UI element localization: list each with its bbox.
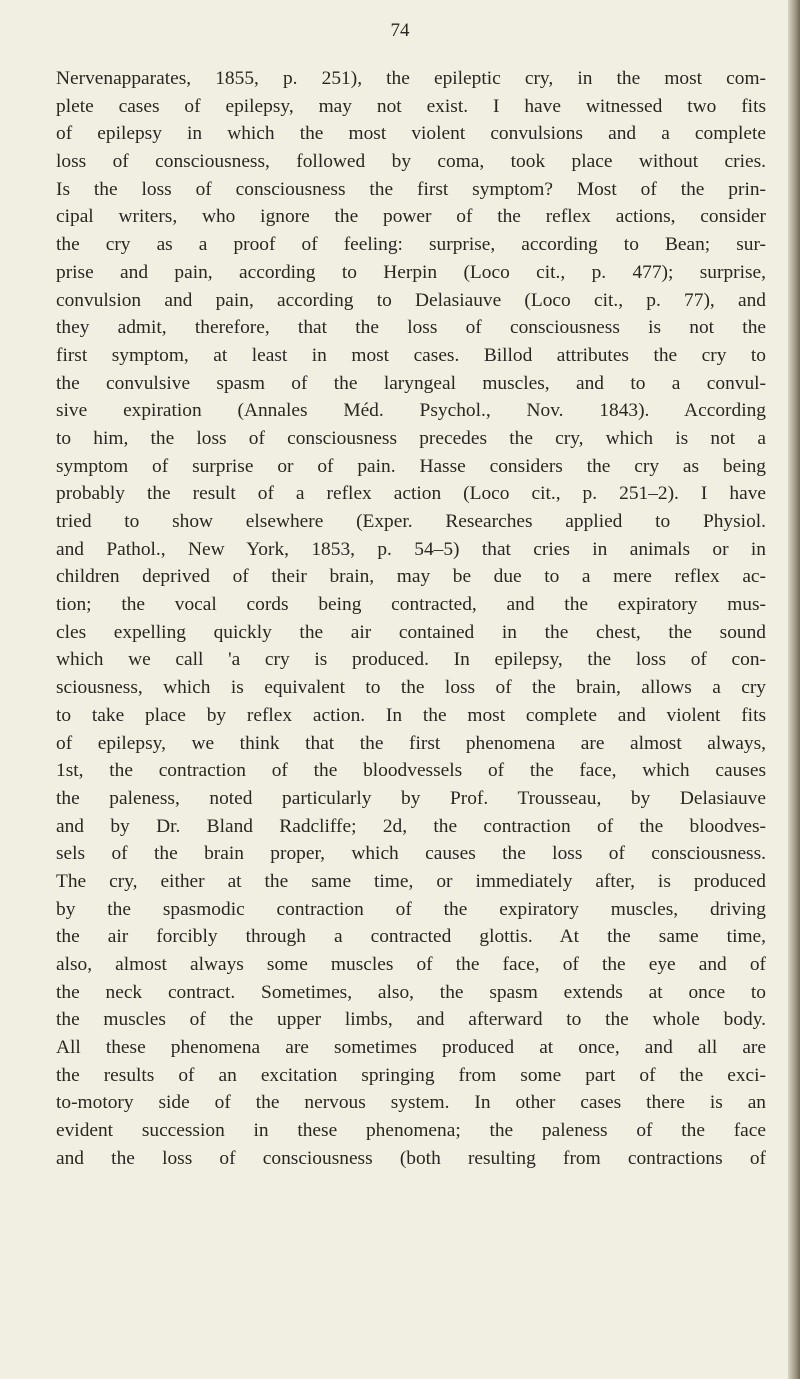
text-line: the paleness, noted particularly by Prof. Trousseau, by Delasiauve [56, 787, 766, 809]
text-line: sels of the brain proper, which causes the loss of consciousness. [56, 843, 766, 865]
text-line: prise and pain, according to Herpin (Loco cit., p. 477); surprise, [56, 261, 766, 283]
text-line: The cry, either at the same time, or immediately after, is produced [56, 870, 766, 892]
text-line: evident succession in these phenomena; the paleness of the face [56, 1120, 766, 1142]
text-line: plete cases of epilepsy, may not exist. I have witnessed two fits [56, 95, 766, 117]
text-line: of epilepsy in which the most violent convulsions and a complete [56, 123, 766, 145]
text-line: loss of consciousness, followed by coma, took place without cries. [56, 151, 766, 173]
text-line: to take place by reflex action. In the most complete and violent fits [56, 704, 766, 726]
page-edge [788, 0, 800, 1379]
text-line: and Pathol., New York, 1853, p. 54–5) that cries in animals or in [56, 538, 766, 560]
text-line: by the spasmodic contraction of the expiratory muscles, driving [56, 898, 766, 920]
text-line: Nervenapparates, 1855, p. 251), the epileptic cry, in the most com- [56, 68, 766, 89]
text-line: to-motory side of the nervous system. In other cases there is an [56, 1092, 766, 1114]
text-line: to him, the loss of consciousness precedes the cry, which is not a [56, 427, 766, 449]
text-line: the results of an excitation springing from some part of the exci- [56, 1064, 766, 1086]
text-line: children deprived of their brain, may be due to a mere reflex ac- [56, 566, 766, 588]
text-line: of epilepsy, we think that the first phenomena are almost always, [56, 732, 766, 754]
text-line: the air forcibly through a contracted glottis. At the same time, [56, 926, 766, 948]
text-line: the cry as a proof of feeling: surprise, according to Bean; sur- [56, 234, 766, 256]
text-line: All these phenomena are sometimes produced at once, and all are [56, 1037, 766, 1059]
page-number: 74 [390, 20, 410, 41]
text-line: sciousness, which is equivalent to the loss of the brain, allows a cry [56, 677, 766, 699]
text-line: sive expiration (Annales Méd. Psychol., Nov. 1843). According [56, 400, 766, 422]
text-line: Is the loss of consciousness the first symptom? Most of the prin- [56, 178, 766, 200]
text-line: tion; the vocal cords being contracted, and the expiratory mus- [56, 594, 766, 616]
body-text [56, 65, 766, 1173]
text-line: cles expelling quickly the air contained in the chest, the sound [56, 621, 766, 643]
text-line: and the loss of consciousness (both resulting from contractions of [56, 1147, 766, 1169]
text-line: the neck contract. Sometimes, also, the spasm extends at once to [56, 981, 766, 1003]
text-line: also, almost always some muscles of the face, of the eye and of [56, 954, 766, 975]
text-line: and by Dr. Bland Radcliffe; 2d, the contraction of the bloodves- [56, 815, 766, 837]
text-line: probably the result of a reflex action (Loco cit., p. 251–2). I have [56, 483, 766, 505]
text-line: cipal writers, who ignore the power of the reflex actions, consider [56, 206, 766, 228]
text-line: the convulsive spasm of the laryngeal muscles, and to a convul- [56, 372, 766, 394]
text-line: which we call 'a cry is produced. In epilepsy, the loss of con- [56, 649, 766, 671]
text-line: first symptom, at least in most cases. Billod attributes the cry to [56, 344, 766, 366]
text-line: tried to show elsewhere (Exper. Researches applied to Physiol. [56, 511, 766, 532]
text-line: symptom of surprise or of pain. Hasse considers the cry as being [56, 455, 766, 477]
text-line: convulsion and pain, according to Delasiauve (Loco cit., p. 77), and [56, 289, 766, 311]
text-line: they admit, therefore, that the loss of consciousness is not the [56, 317, 766, 339]
text-line: 1st, the contraction of the bloodvessels of the face, which causes [56, 760, 766, 782]
text-line: the muscles of the upper limbs, and afterward to the whole body. [56, 1009, 766, 1031]
